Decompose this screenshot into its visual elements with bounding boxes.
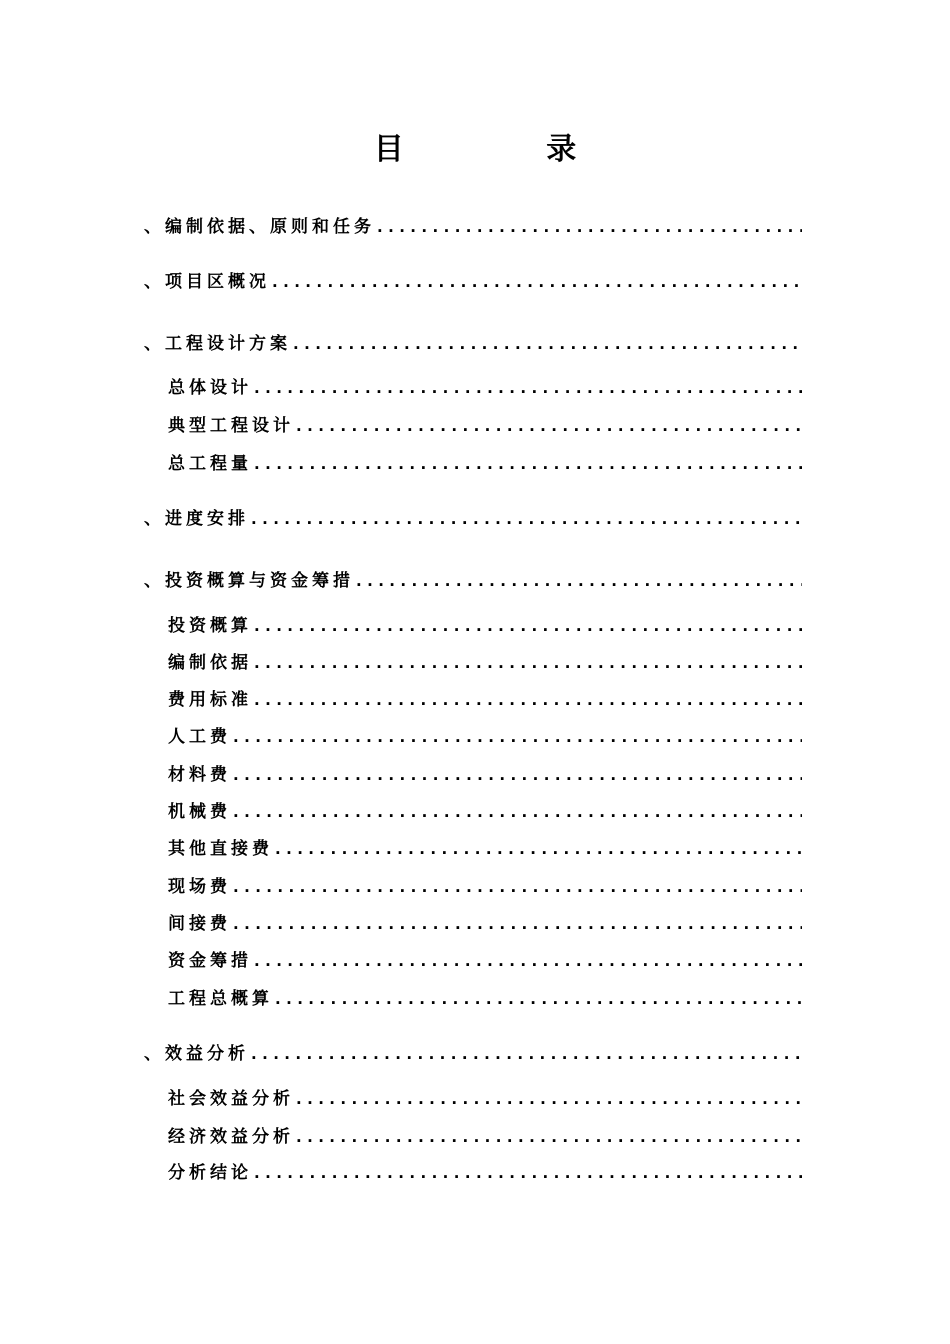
toc-subentry <box>168 683 802 711</box>
toc-entry-label: 经济效益分析 <box>168 1127 294 1147</box>
toc-subentry <box>168 720 802 748</box>
toc-leader-dots <box>377 216 802 238</box>
toc-subentry <box>168 1156 802 1184</box>
toc-entry-label: 工程总概算 <box>168 989 273 1009</box>
toc-subentry <box>168 609 802 637</box>
toc-subentry <box>168 1082 802 1110</box>
toc-leader-dots <box>296 415 802 437</box>
toc-subentry <box>168 870 802 898</box>
toc-entry-label: 、效益分析 <box>144 1044 249 1064</box>
toc-subentry <box>168 371 802 399</box>
toc-leader-dots <box>293 333 802 355</box>
toc-entry-label: 资金筹措 <box>168 951 252 971</box>
toc-subentry <box>168 832 802 860</box>
toc-entry <box>144 1037 802 1065</box>
toc-entry-label: 、项目区概况 <box>144 272 270 292</box>
toc-subentry <box>168 1120 802 1148</box>
toc-entry <box>144 265 802 293</box>
toc-entry-label: 、工程设计方案 <box>144 334 291 354</box>
toc-entry <box>144 210 802 238</box>
toc-entry-label: 总体设计 <box>168 378 252 398</box>
toc-entry-label: 费用标准 <box>168 690 252 710</box>
toc-entry-label: 典型工程设计 <box>168 416 294 436</box>
toc-entry <box>144 327 802 355</box>
toc-leader-dots <box>233 913 802 935</box>
toc-leader-dots <box>233 764 802 786</box>
toc-leader-dots <box>275 838 802 860</box>
toc-leader-dots <box>254 1162 802 1184</box>
toc-entry-label: 机械费 <box>168 802 231 822</box>
toc-entry-label: 材料费 <box>168 765 231 785</box>
toc-leader-dots <box>254 377 802 399</box>
page-title: 目 录 <box>373 132 643 167</box>
toc-entry-label: 投资概算 <box>168 616 252 636</box>
toc-subentry <box>168 646 802 674</box>
toc-subentry <box>168 447 802 475</box>
toc-entry-label: 、进度安排 <box>144 509 249 529</box>
toc-subentry <box>168 409 802 437</box>
toc-entry-label: 分析结论 <box>168 1163 252 1183</box>
toc-entry-label: 现场费 <box>168 877 231 897</box>
toc-leader-dots <box>296 1088 802 1110</box>
toc-leader-dots <box>272 271 802 293</box>
toc-subentry <box>168 795 802 823</box>
toc-subentry <box>168 907 802 935</box>
toc-leader-dots <box>254 652 802 674</box>
toc-entry <box>144 502 802 530</box>
toc-entry <box>144 564 802 592</box>
toc-entry-label: 、投资概算与资金筹措 <box>144 571 354 591</box>
toc-leader-dots <box>254 615 802 637</box>
toc-leader-dots <box>356 570 802 592</box>
toc-subentry <box>168 982 802 1010</box>
toc-entry-label: 社会效益分析 <box>168 1089 294 1109</box>
toc-subentry <box>168 758 802 786</box>
toc-leader-dots <box>233 876 802 898</box>
toc-leader-dots <box>275 988 802 1010</box>
toc-subentry <box>168 944 802 972</box>
toc-leader-dots <box>254 689 802 711</box>
toc-entry-label: 间接费 <box>168 914 231 934</box>
toc-entry-label: 总工程量 <box>168 454 252 474</box>
toc-leader-dots <box>254 453 802 475</box>
toc-entry-label: 、编制依据、原则和任务 <box>144 217 375 237</box>
toc-entry-label: 其他直接费 <box>168 839 273 859</box>
toc-leader-dots <box>254 950 802 972</box>
toc-leader-dots <box>296 1126 802 1148</box>
toc-entry-label: 人工费 <box>168 727 231 747</box>
toc-leader-dots <box>251 508 802 530</box>
toc-leader-dots <box>233 801 802 823</box>
toc-leader-dots <box>233 726 802 748</box>
toc-entry-label: 编制依据 <box>168 653 252 673</box>
toc-leader-dots <box>251 1043 802 1065</box>
